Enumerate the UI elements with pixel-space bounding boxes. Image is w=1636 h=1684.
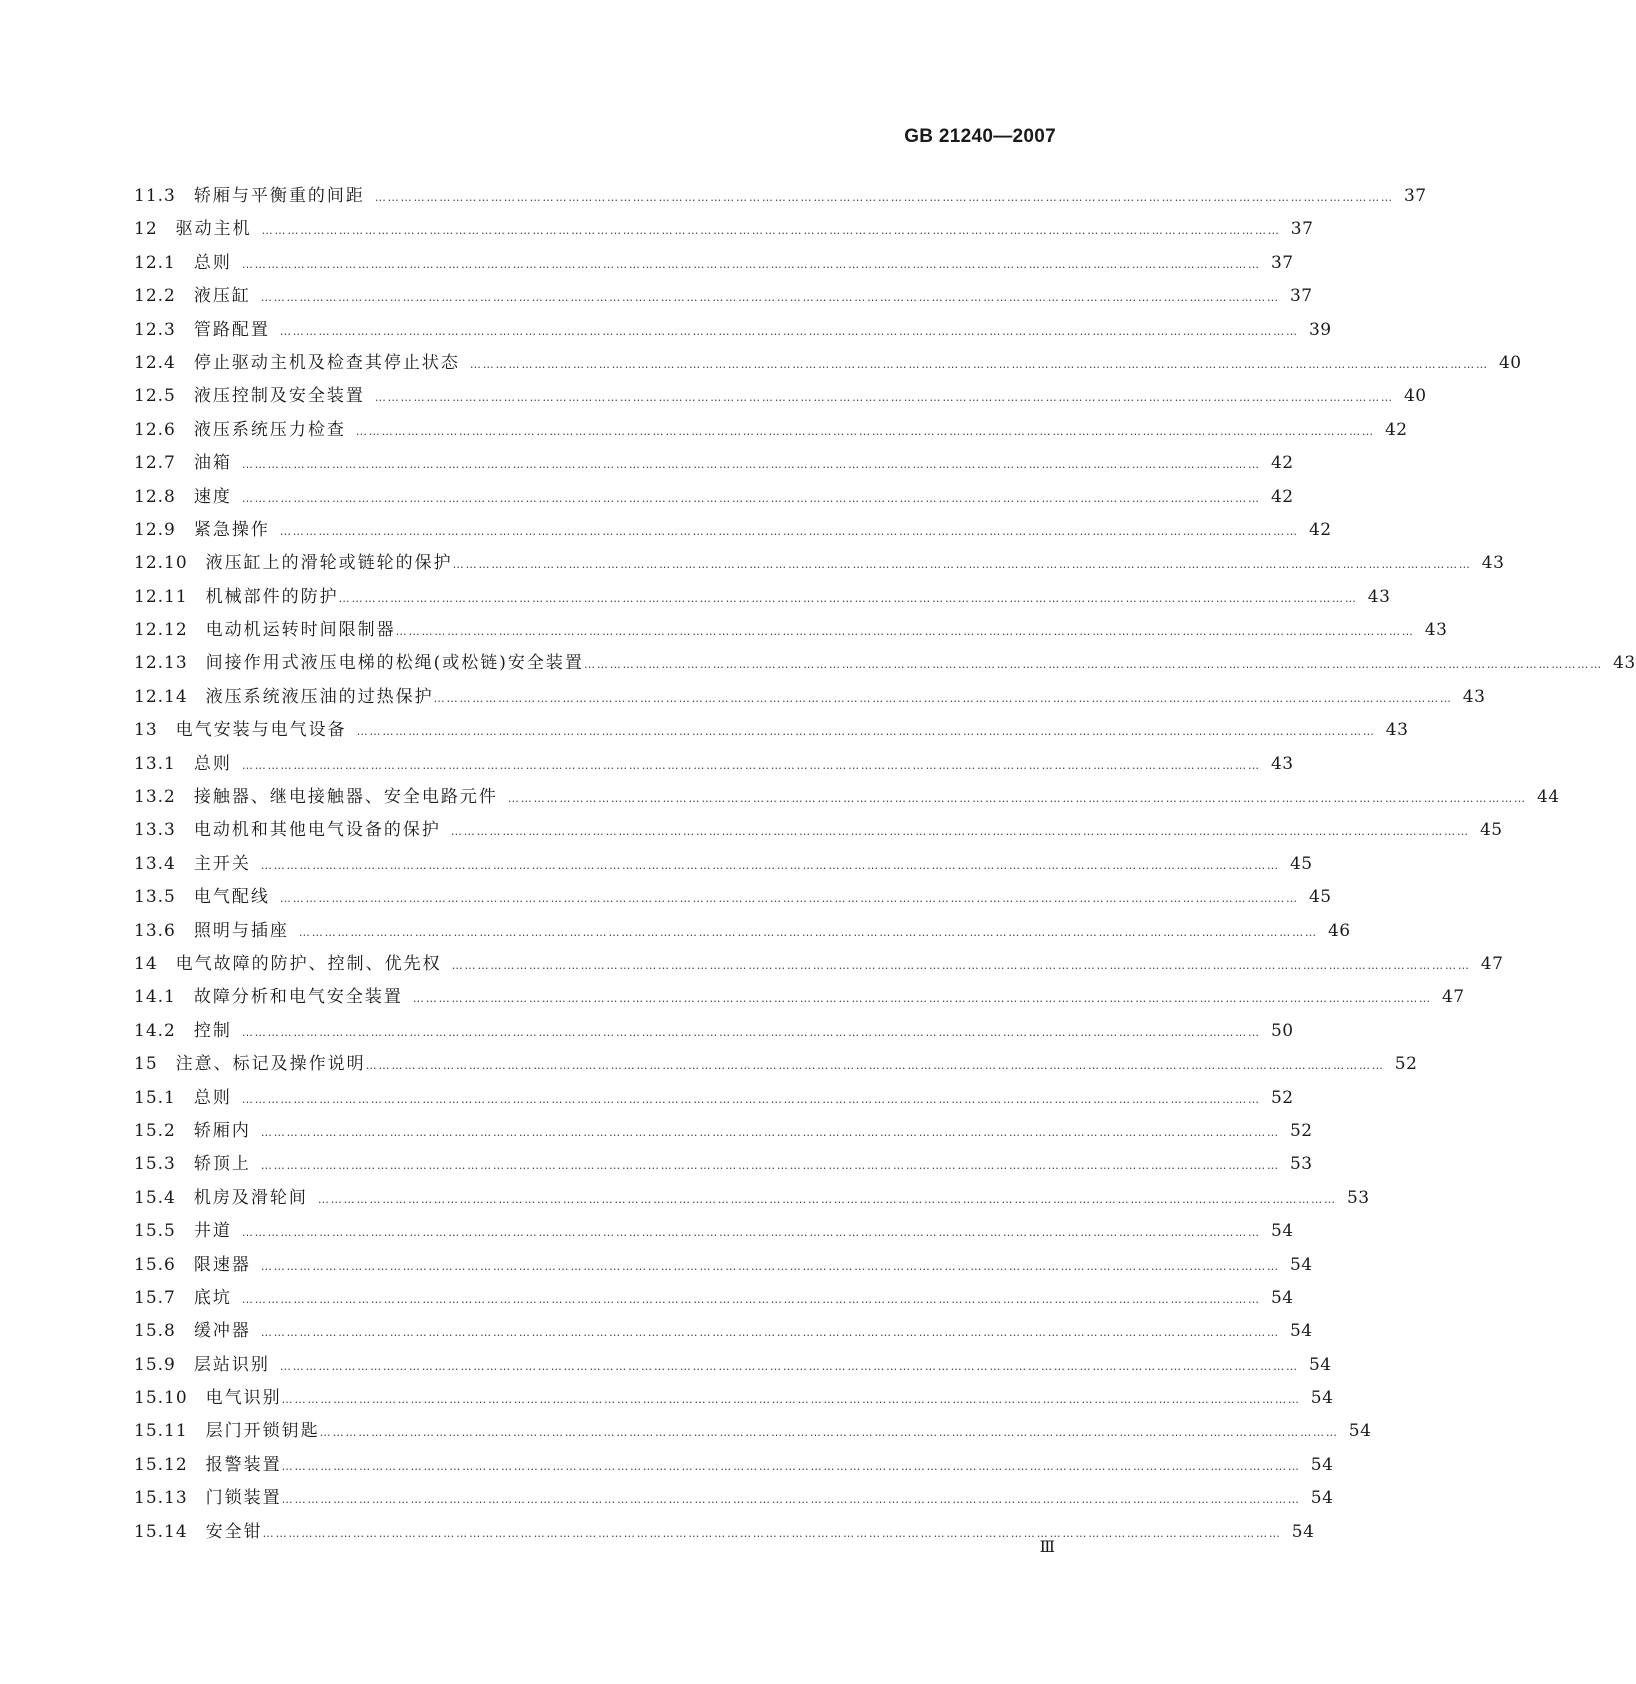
toc-entry[interactable] [134,1148,1313,1181]
toc-dot-leader: ………………………………………………………………………………………………………………………………………………………………………………………………………………… [507,792,1527,806]
toc-dot-leader: ………………………………………………………………………………………………………………………………………………………………………………………………………………… [241,1092,1261,1106]
toc-entry-title: 门锁装置 [205,1488,282,1509]
toc-entry[interactable] [134,280,1313,313]
toc-entry-page: 37 [1289,286,1313,307]
toc-entry-number: 13.6 [134,920,176,941]
toc-dot-leader: ………………………………………………………………………………………………………………………………………………………………………………………………………………… [469,357,1489,371]
toc-entry[interactable] [134,714,1409,747]
toc-entry-page: 50 [1270,1020,1294,1041]
toc-entry[interactable] [134,881,1332,914]
toc-entry[interactable] [134,681,1486,714]
toc-dot-leader: ………………………………………………………………………………………………………………………………………………………………………………………………………………… [374,391,1394,405]
toc-entry[interactable] [134,1516,1315,1549]
toc-entry[interactable] [134,547,1505,580]
toc-entry-page: 37 [1290,219,1314,240]
toc-entry-title: 紧急操作 [193,519,270,540]
toc-dot-leader: ………………………………………………………………………………………………………………………………………………………………………………………………………………… [338,591,1358,605]
toc-entry-title: 液压缸 [193,286,251,307]
toc-entry-page: 43 [1385,720,1409,741]
toc-entry-title: 照明与插座 [193,920,289,941]
toc-entry[interactable] [134,1048,1418,1081]
toc-dot-leader: ………………………………………………………………………………………………………………………………………………………………………………………………………………… [412,992,1432,1006]
toc-dot-leader: ………………………………………………………………………………………………………………………………………………………………………………………………………………… [355,424,1375,438]
toc-entry-title: 故障分析和电气安全装置 [193,987,403,1008]
toc-entry-number: 15.4 [134,1187,176,1208]
toc-entry-number: 12.5 [134,386,176,407]
toc-entry[interactable] [134,1249,1313,1282]
toc-entry-title: 速度 [193,486,232,507]
toc-dot-leader: ………………………………………………………………………………………………………………………………………………………………………………………………………………… [241,257,1261,271]
toc-dot-leader: ………………………………………………………………………………………………………………………………………………………………………………………………………………… [241,1292,1261,1306]
toc-entry-title: 间接作用式液压电梯的松绳(或松链)安全装置 [205,653,584,674]
toc-entry-number: 15.8 [134,1321,176,1342]
toc-entry[interactable] [134,1282,1294,1315]
toc-entry-title: 停止驱动主机及检查其停止状态 [193,352,460,373]
toc-entry-number: 15.1 [134,1087,176,1108]
toc-entry-number: 12.14 [134,686,188,707]
toc-entry-title: 驱动主机 [175,219,252,240]
toc-entry-page: 43 [1270,753,1294,774]
toc-entry-page: 42 [1384,419,1408,440]
toc-entry-page: 42 [1270,486,1294,507]
toc-entry-page: 54 [1310,1488,1334,1509]
toc-entry[interactable] [134,180,1427,213]
toc-entry-number: 12.9 [134,519,176,540]
toc-entry-title: 层站识别 [193,1354,270,1375]
toc-dot-leader: ………………………………………………………………………………………………………………………………………………………………………………………………………………… [450,825,1470,839]
toc-entry-title: 总则 [193,1087,232,1108]
toc-entry[interactable] [134,1349,1332,1382]
toc-entry-title: 管路配置 [193,319,270,340]
toc-dot-leader: ………………………………………………………………………………………………………………………………………………………………………………………………………………… [279,1359,1299,1373]
toc-entry-page: 54 [1308,1354,1332,1375]
toc-entry-page: 54 [1270,1287,1294,1308]
toc-entry-number: 12.6 [134,419,176,440]
toc-dot-leader: ………………………………………………………………………………………………………………………………………………………………………………………………………………… [241,1226,1261,1240]
toc-entry-page: 42 [1308,519,1332,540]
toc-entry[interactable] [134,481,1294,514]
toc-entry-title: 液压系统液压油的过热保护 [205,686,434,707]
toc-entry-page: 45 [1479,820,1503,841]
toc-dot-leader: ………………………………………………………………………………………………………………………………………………………………………………………………………………… [281,1493,1301,1507]
toc-entry-title: 机房及滑轮间 [193,1187,308,1208]
toc-entry-number: 15.14 [134,1521,188,1542]
toc-entry-page: 40 [1403,386,1427,407]
toc-entry-number: 13.4 [134,853,176,874]
toc-entry-number: 13.2 [134,787,176,808]
toc-entry-title: 井道 [193,1221,232,1242]
toc-dot-leader: ………………………………………………………………………………………………………………………………………………………………………………………………………………… [261,224,1281,238]
standard-code: GB 21240—2007 [904,126,1056,147]
toc-dot-leader: ………………………………………………………………………………………………………………………………………………………………………………………………………………… [365,1059,1385,1073]
toc-dot-leader: ………………………………………………………………………………………………………………………………………………………………………………………………………………… [260,1125,1280,1139]
toc-entry-title: 液压系统压力检查 [193,419,346,440]
toc-entry-page: 52 [1270,1087,1294,1108]
toc-dot-leader: ………………………………………………………………………………………………………………………………………………………………………………………………………………… [317,1192,1337,1206]
toc-entry-number: 12.3 [134,319,176,340]
toc-entry[interactable] [134,347,1522,380]
toc-entry-page: 43 [1613,653,1636,674]
toc-entry-number: 12.11 [134,586,188,607]
toc-entry-title: 报警装置 [205,1454,282,1475]
toc-entry-title: 电气安装与电气设备 [175,720,347,741]
toc-entry-title: 注意、标记及操作说明 [175,1054,366,1075]
toc-entry-page: 54 [1310,1454,1334,1475]
toc-entry-number: 12.2 [134,286,176,307]
toc-entry-title: 总则 [193,252,232,273]
toc-entry[interactable] [134,1215,1294,1248]
toc-dot-leader: ………………………………………………………………………………………………………………………………………………………………………………………………………………… [281,1459,1301,1473]
toc-entry-title: 底坑 [193,1287,232,1308]
toc-entry-number: 12.10 [134,553,188,574]
toc-entry[interactable] [134,848,1313,881]
toc-entry-page: 44 [1536,787,1560,808]
toc-entry-page: 53 [1289,1154,1313,1175]
toc-entry-number: 15.11 [134,1421,188,1442]
toc-entry[interactable] [134,647,1636,680]
toc-dot-leader: ………………………………………………………………………………………………………………………………………………………………………………………………………………… [260,858,1280,872]
toc-entry-title: 轿厢内 [193,1120,251,1141]
toc-dot-leader: ………………………………………………………………………………………………………………………………………………………………………………………………………………… [262,1526,1282,1540]
toc-entry[interactable] [134,1082,1294,1115]
toc-dot-leader: ………………………………………………………………………………………………………………………………………………………………………………………………………………… [241,491,1261,505]
page-number: Ⅲ [1039,1537,1055,1556]
toc-entry-number: 14 [134,953,158,974]
toc-dot-leader: ………………………………………………………………………………………………………………………………………………………………………………………………………………… [374,191,1394,204]
toc-entry-page: 54 [1289,1321,1313,1342]
toc-entry-title: 机械部件的防护 [205,586,339,607]
toc-entry-title: 安全钳 [205,1521,263,1542]
toc-entry-page: 47 [1441,987,1465,1008]
toc-entry-page: 43 [1462,686,1486,707]
toc-entry[interactable] [134,514,1332,547]
toc-entry-title: 轿顶上 [193,1154,251,1175]
toc-entry[interactable] [134,1115,1313,1148]
toc-entry-number: 12.13 [134,653,188,674]
toc-entry-page: 45 [1289,853,1313,874]
toc-entry-number: 13.5 [134,887,176,908]
toc-entry-title: 缓冲器 [193,1321,251,1342]
toc-entry-title: 电动机和其他电气设备的保护 [193,820,441,841]
toc-entry-title: 液压缸上的滑轮或链轮的保护 [205,553,453,574]
toc-dot-leader: ………………………………………………………………………………………………………………………………………………………………………………………………………………… [260,1159,1280,1173]
toc-entry[interactable] [134,247,1294,280]
toc-entry-number: 13 [134,720,158,741]
toc-entry-page: 52 [1289,1120,1313,1141]
toc-entry-title: 轿厢与平衡重的间距 [193,186,365,206]
toc-entry-page: 43 [1424,620,1448,641]
toc-dot-leader: ………………………………………………………………………………………………………………………………………………………………………………………………………………… [241,758,1261,772]
toc-entry-number: 15.13 [134,1488,188,1509]
toc-dot-leader: ………………………………………………………………………………………………………………………………………………………………………………………………………………… [279,892,1299,906]
toc-entry-number: 12.1 [134,252,176,273]
toc-entry-number: 12.7 [134,453,176,474]
toc-entry[interactable] [134,447,1294,480]
toc-dot-leader: ………………………………………………………………………………………………………………………………………………………………………………………………………………… [298,925,1318,939]
toc-entry-number: 13.3 [134,820,176,841]
toc-entry[interactable] [134,581,1391,614]
toc-entry-page: 47 [1480,953,1504,974]
table-of-contents [134,180,1636,1549]
toc-dot-leader: ………………………………………………………………………………………………………………………………………………………………………………………………………………… [583,658,1604,672]
toc-entry-page: 54 [1310,1388,1334,1409]
toc-entry-page: 37 [1270,252,1294,273]
toc-entry-page: 54 [1348,1421,1372,1442]
toc-entry[interactable] [134,915,1351,948]
toc-entry-title: 主开关 [193,853,251,874]
toc-entry[interactable] [134,1182,1370,1215]
toc-entry-page: 43 [1367,586,1391,607]
toc-entry-number: 15.6 [134,1254,176,1275]
toc-entry-page: 39 [1308,319,1332,340]
toc-dot-leader: ………………………………………………………………………………………………………………………………………………………………………………………………………………… [433,691,1453,705]
toc-entry-title: 控制 [193,1020,232,1041]
toc-entry-title: 电气识别 [205,1388,282,1409]
toc-entry-number: 12.8 [134,486,176,507]
toc-entry-page: 45 [1308,887,1332,908]
toc-entry-title: 总则 [193,753,232,774]
toc-entry[interactable] [134,414,1408,447]
toc-dot-leader: ………………………………………………………………………………………………………………………………………………………………………………………………………………… [241,1025,1261,1039]
toc-entry-number: 15.9 [134,1354,176,1375]
toc-entry-title: 限速器 [193,1254,251,1275]
toc-entry-number: 12.4 [134,352,176,373]
toc-entry-title: 电气故障的防护、控制、优先权 [175,953,442,974]
toc-entry-title: 油箱 [193,453,232,474]
toc-entry-page: 42 [1270,453,1294,474]
toc-entry-number: 13.1 [134,753,176,774]
toc-entry-number: 12.12 [134,620,188,641]
toc-entry-number: 11.3 [134,186,176,206]
toc-entry-number: 15.2 [134,1120,176,1141]
toc-entry-number: 12 [134,219,158,240]
toc-entry[interactable] [134,1015,1294,1048]
toc-entry-number: 15.7 [134,1287,176,1308]
toc-entry-title: 电气配线 [193,887,270,908]
toc-entry[interactable] [134,1382,1334,1415]
toc-entry[interactable] [134,981,1465,1014]
toc-entry[interactable] [134,814,1503,847]
toc-entry-page: 54 [1270,1221,1294,1242]
toc-entry[interactable] [134,748,1294,781]
toc-dot-leader: ………………………………………………………………………………………………………………………………………………………………………………………………………………… [281,1393,1301,1407]
toc-entry[interactable] [134,948,1504,981]
toc-dot-leader: ………………………………………………………………………………………………………………………………………………………………………………………………………………… [241,458,1261,472]
toc-entry[interactable] [134,1315,1313,1348]
toc-entry[interactable] [134,380,1427,413]
toc-entry[interactable] [134,1482,1334,1515]
toc-entry-title: 电动机运转时间限制器 [205,620,396,641]
toc-dot-leader: ………………………………………………………………………………………………………………………………………………………………………………………………………………… [279,524,1299,538]
toc-entry[interactable] [134,314,1332,347]
toc-dot-leader: ………………………………………………………………………………………………………………………………………………………………………………………………………………… [451,958,1471,972]
toc-entry[interactable] [134,614,1448,647]
toc-entry-page: 37 [1403,186,1427,206]
toc-dot-leader: ………………………………………………………………………………………………………………………………………………………………………………………………………………… [395,625,1415,639]
toc-entry-number: 15.10 [134,1388,188,1409]
toc-dot-leader: ………………………………………………………………………………………………………………………………………………………………………………………………………………… [260,291,1280,305]
toc-entry-title: 液压控制及安全装置 [193,386,365,407]
toc-entry-page: 54 [1289,1254,1313,1275]
toc-entry-number: 15.3 [134,1154,176,1175]
toc-entry-page: 40 [1498,352,1522,373]
toc-entry-number: 15.12 [134,1454,188,1475]
toc-entry-number: 14.1 [134,987,176,1008]
toc-entry-number: 15 [134,1054,158,1075]
toc-dot-leader: ………………………………………………………………………………………………………………………………………………………………………………………………………………… [260,1326,1280,1340]
toc-entry[interactable] [134,1449,1334,1482]
toc-entry-page: 43 [1481,553,1505,574]
toc-entry[interactable] [134,781,1560,814]
toc-entry-title: 接触器、继电接触器、安全电路元件 [193,787,498,808]
toc-entry-page: 52 [1394,1054,1418,1075]
toc-dot-leader: ………………………………………………………………………………………………………………………………………………………………………………………………………………… [279,324,1299,338]
toc-entry-title: 层门开锁钥匙 [205,1421,320,1442]
toc-entry-number: 14.2 [134,1020,176,1041]
toc-entry-page: 54 [1291,1521,1315,1542]
toc-entry-page: 46 [1327,920,1351,941]
toc-entry-number: 15.5 [134,1221,176,1242]
toc-dot-leader: ………………………………………………………………………………………………………………………………………………………………………………………………………………… [319,1426,1339,1440]
toc-dot-leader: ………………………………………………………………………………………………………………………………………………………………………………………………………………… [452,558,1472,572]
toc-dot-leader: ………………………………………………………………………………………………………………………………………………………………………………………………………………… [260,1259,1280,1273]
toc-dot-leader: ………………………………………………………………………………………………………………………………………………………………………………………………………………… [356,725,1376,739]
toc-entry[interactable] [134,213,1314,246]
toc-entry-page: 53 [1346,1187,1370,1208]
toc-entry[interactable] [134,1415,1372,1448]
